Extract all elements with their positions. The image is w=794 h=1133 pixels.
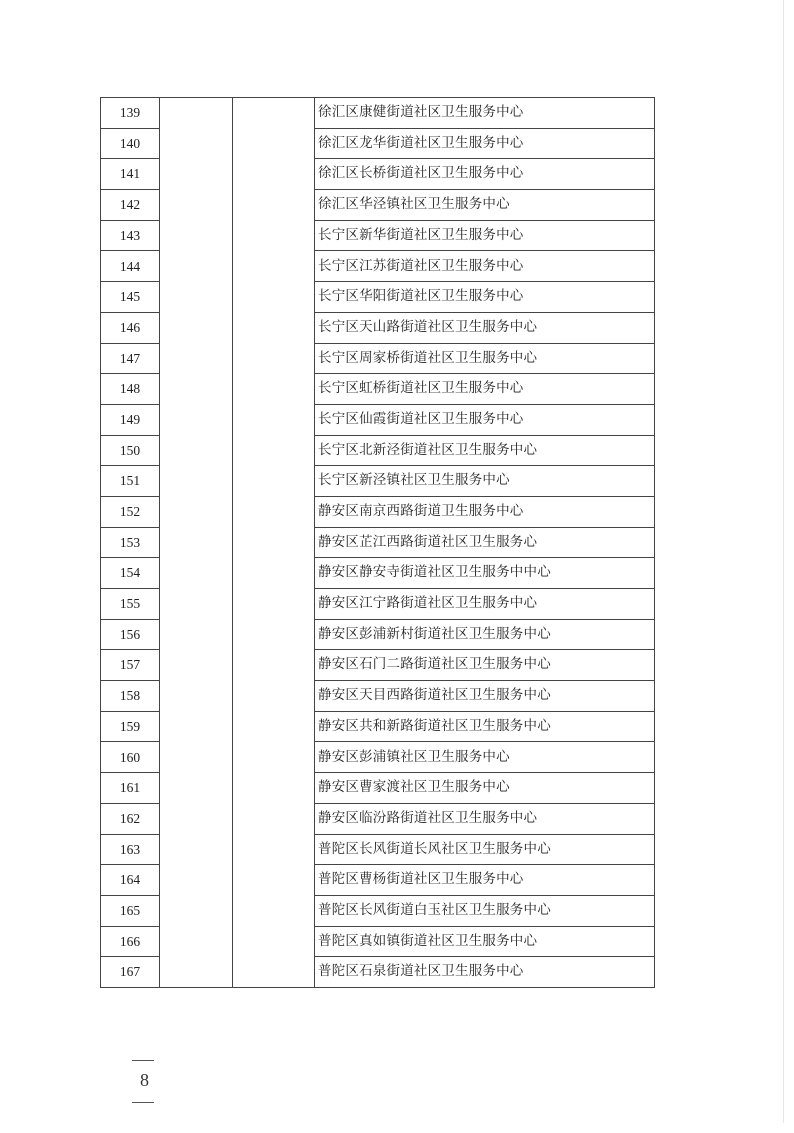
footer-dash-right bbox=[132, 1102, 154, 1103]
row-number: 145 bbox=[101, 282, 160, 313]
row-number: 163 bbox=[101, 834, 160, 865]
row-number: 144 bbox=[101, 251, 160, 282]
institution-name: 长宁区新泾镇社区卫生服务中心 bbox=[315, 466, 655, 497]
row-number: 143 bbox=[101, 220, 160, 251]
institution-name: 静安区芷江西路街道社区卫生服务心 bbox=[315, 527, 655, 558]
merged-blank-column-a bbox=[160, 98, 233, 988]
institution-name: 静安区石门二路街道社区卫生服务中心 bbox=[315, 650, 655, 681]
institution-name: 静安区曹家渡社区卫生服务中心 bbox=[315, 773, 655, 804]
institution-name: 静安区彭浦新村街道社区卫生服务中心 bbox=[315, 619, 655, 650]
institution-name: 普陀区长风街道白玉社区卫生服务中心 bbox=[315, 895, 655, 926]
row-number: 140 bbox=[101, 128, 160, 159]
institution-name: 静安区南京西路街道卫生服务中心 bbox=[315, 496, 655, 527]
merged-blank-column-b bbox=[233, 98, 315, 988]
row-number: 150 bbox=[101, 435, 160, 466]
row-number: 139 bbox=[101, 98, 160, 129]
institution-name: 普陀区曹杨街道社区卫生服务中心 bbox=[315, 865, 655, 896]
institution-name: 长宁区北新泾街道社区卫生服务中心 bbox=[315, 435, 655, 466]
row-number: 167 bbox=[101, 957, 160, 988]
row-number: 158 bbox=[101, 681, 160, 712]
footer-dash-left bbox=[132, 1060, 154, 1061]
row-number: 161 bbox=[101, 773, 160, 804]
institution-name: 徐汇区长桥街道社区卫生服务中心 bbox=[315, 159, 655, 190]
institution-name: 静安区静安寺街道社区卫生服务中中心 bbox=[315, 558, 655, 589]
row-number: 157 bbox=[101, 650, 160, 681]
institution-name: 静安区彭浦镇社区卫生服务中心 bbox=[315, 742, 655, 773]
page-number: 8 bbox=[140, 1070, 149, 1090]
row-number: 141 bbox=[101, 159, 160, 190]
row-number: 142 bbox=[101, 190, 160, 221]
row-number: 160 bbox=[101, 742, 160, 773]
row-number: 151 bbox=[101, 466, 160, 497]
row-number: 166 bbox=[101, 926, 160, 957]
row-number: 156 bbox=[101, 619, 160, 650]
table-row bbox=[101, 98, 655, 129]
institution-name: 长宁区新华街道社区卫生服务中心 bbox=[315, 220, 655, 251]
institution-name: 长宁区仙霞街道社区卫生服务中心 bbox=[315, 404, 655, 435]
institution-name: 静安区江宁路街道社区卫生服务中心 bbox=[315, 589, 655, 620]
institution-name: 普陀区真如镇街道社区卫生服务中心 bbox=[315, 926, 655, 957]
institution-name: 普陀区长风街道长风社区卫生服务中心 bbox=[315, 834, 655, 865]
row-number: 164 bbox=[101, 865, 160, 896]
institution-name: 长宁区虹桥街道社区卫生服务中心 bbox=[315, 374, 655, 405]
institution-name: 普陀区石泉街道社区卫生服务中心 bbox=[315, 957, 655, 988]
scan-edge-line bbox=[783, 0, 784, 1123]
institution-name: 静安区共和新路街道社区卫生服务中心 bbox=[315, 711, 655, 742]
row-number: 149 bbox=[101, 404, 160, 435]
row-number: 159 bbox=[101, 711, 160, 742]
table-body bbox=[101, 98, 655, 988]
institution-name: 徐汇区康健街道社区卫生服务中心 bbox=[315, 98, 655, 129]
institution-name: 徐汇区华泾镇社区卫生服务中心 bbox=[315, 190, 655, 221]
row-number: 147 bbox=[101, 343, 160, 374]
institution-table bbox=[100, 97, 655, 988]
row-number: 148 bbox=[101, 374, 160, 405]
page-footer bbox=[114, 1028, 157, 1133]
institution-name: 长宁区江苏街道社区卫生服务中心 bbox=[315, 251, 655, 282]
institution-name: 静安区临汾路街道社区卫生服务中心 bbox=[315, 803, 655, 834]
institution-name: 长宁区天山路街道社区卫生服务中心 bbox=[315, 312, 655, 343]
row-number: 146 bbox=[101, 312, 160, 343]
row-number: 153 bbox=[101, 527, 160, 558]
row-number: 155 bbox=[101, 589, 160, 620]
institution-name: 长宁区周家桥街道社区卫生服务中心 bbox=[315, 343, 655, 374]
institution-name: 静安区天目西路街道社区卫生服务中心 bbox=[315, 681, 655, 712]
row-number: 162 bbox=[101, 803, 160, 834]
institution-name: 徐汇区龙华街道社区卫生服务中心 bbox=[315, 128, 655, 159]
institution-name: 长宁区华阳街道社区卫生服务中心 bbox=[315, 282, 655, 313]
row-number: 154 bbox=[101, 558, 160, 589]
row-number: 165 bbox=[101, 895, 160, 926]
row-number: 152 bbox=[101, 496, 160, 527]
